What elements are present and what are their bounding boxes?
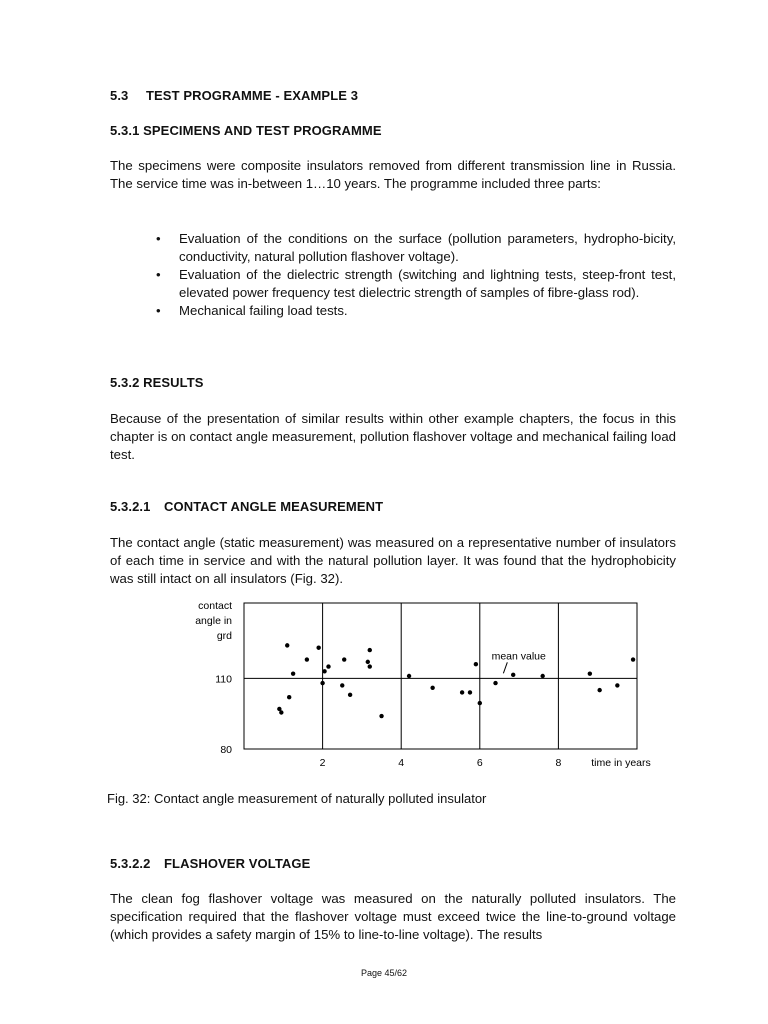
data-point xyxy=(478,701,482,705)
y-axis-label: contact xyxy=(198,600,232,612)
subsection-heading-flashover xyxy=(110,856,310,871)
data-point xyxy=(540,674,544,678)
data-point xyxy=(430,686,434,690)
mean-value-pointer xyxy=(503,662,507,673)
programme-bullet-list xyxy=(152,230,676,320)
section-title: TEST PROGRAMME - EXAMPLE 3 xyxy=(146,88,359,103)
y-axis-label: grd xyxy=(216,630,232,642)
contact-angle-paragraph: The contact angle (static measurement) was measured on a representative number of insulators of each time in service and with the natural pollution layer. It was found that the hydrophobicity was still intact on all insulators (Fig. 32). xyxy=(110,535,676,586)
subsection-title: FLASHOVER VOLTAGE xyxy=(164,856,311,871)
data-point xyxy=(493,681,497,685)
data-point xyxy=(511,673,515,677)
x-tick-label: 8 xyxy=(555,757,562,769)
data-point xyxy=(631,657,635,661)
data-point xyxy=(285,643,289,647)
contact-angle-chart xyxy=(170,595,670,780)
data-point xyxy=(379,714,383,718)
bullet-item: • Evaluation of the conditions on the surface (pollution parameters, hydropho-bicity, conductivity, natural pollution flashover voltage). xyxy=(156,231,676,264)
page-footer: Page 45/62 xyxy=(360,968,408,978)
data-point xyxy=(326,664,330,668)
data-point xyxy=(316,646,320,650)
plot-frame xyxy=(244,603,637,749)
data-point xyxy=(320,681,324,685)
data-point xyxy=(291,671,295,675)
data-point xyxy=(366,660,370,664)
figure-caption: Fig. 32: Contact angle measurement of naturally polluted insulator xyxy=(107,791,487,806)
data-point xyxy=(342,657,346,661)
data-point xyxy=(340,683,344,687)
y-tick-label: 110 xyxy=(215,673,232,686)
data-point xyxy=(474,662,478,666)
subsection-heading-specimens: 5.3.1 SPECIMENS AND TEST PROGRAMME xyxy=(110,123,382,138)
x-axis-label: time in years xyxy=(591,757,651,769)
data-point xyxy=(368,648,372,652)
bullet-item: • Evaluation of the dielectric strength (switching and lightning tests, steep-front test, elevated power frequency test dielectric strength of samples of fibre-glass rod). xyxy=(156,267,676,300)
flashover-paragraph: The clean fog flashover voltage was measured on the naturally polluted insulators. The specification required that the flashover voltage must exceed twice the line-to-ground voltage (which provides a safety margin of 15% to line-to-line voltage). The results xyxy=(110,891,676,942)
data-point xyxy=(588,671,592,675)
data-point xyxy=(615,683,619,687)
y-tick-label: 80 xyxy=(220,744,232,756)
bullet-icon: • xyxy=(156,267,161,282)
data-point xyxy=(597,688,601,692)
subsection-number: 5.3.2.1 xyxy=(110,499,151,514)
data-point xyxy=(279,710,283,714)
subsection-heading-results: 5.3.2 RESULTS xyxy=(110,375,204,390)
data-point xyxy=(407,674,411,678)
bullet-icon: • xyxy=(156,303,161,318)
intro-paragraph: The specimens were composite insulators removed from different transmission line in Russia. The service time was in-between 1…10 years. The programme included three parts: xyxy=(110,158,676,191)
y-axis-label: angle in xyxy=(195,615,232,627)
subsection-title: CONTACT ANGLE MEASUREMENT xyxy=(164,499,384,514)
subsection-heading-contact-angle xyxy=(110,499,383,514)
data-point xyxy=(322,669,326,673)
data-point xyxy=(305,657,309,661)
data-point xyxy=(348,693,352,697)
section-heading xyxy=(110,88,358,103)
results-paragraph: Because of the presentation of similar results within other example chapters, the focus in this chapter is on contact angle measurement, pollution flashover voltage and mechanical failing load test. xyxy=(110,411,676,462)
x-tick-label: 4 xyxy=(398,757,405,769)
data-point xyxy=(460,690,464,694)
mean-value-label: mean value xyxy=(491,650,546,663)
data-point xyxy=(287,695,291,699)
data-point xyxy=(368,664,372,668)
data-point xyxy=(468,690,472,694)
section-number: 5.3 xyxy=(110,88,129,103)
x-tick-label: 2 xyxy=(319,757,326,769)
x-tick-label: 6 xyxy=(476,757,483,769)
subsection-number: 5.3.2.2 xyxy=(110,856,151,871)
bullet-icon: • xyxy=(156,231,161,246)
bullet-item: • Mechanical failing load tests. xyxy=(156,303,348,318)
